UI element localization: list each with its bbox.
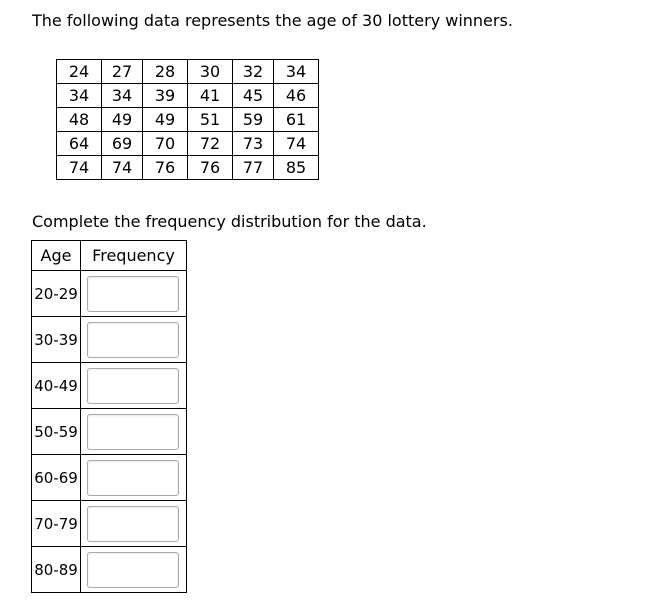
- table-row: [32, 455, 187, 501]
- age-cell: 39: [143, 84, 188, 108]
- age-range-label: 20-29: [32, 271, 81, 317]
- age-cell: 51: [188, 108, 233, 132]
- age-column-header: Age: [32, 241, 81, 271]
- age-cell: 46: [274, 84, 319, 108]
- age-cell: 30: [188, 60, 233, 84]
- age-range-label: 80-89: [32, 547, 81, 593]
- age-cell: 28: [143, 60, 188, 84]
- table-row: [32, 317, 187, 363]
- age-cell: 74: [57, 156, 102, 180]
- frequency-input-70-79[interactable]: [87, 506, 179, 542]
- age-cell: 69: [102, 132, 143, 156]
- frequency-input-cell: [81, 455, 187, 501]
- age-cell: 59: [233, 108, 274, 132]
- intro-text: The following data represents the age of 30 lottery winners.: [32, 11, 513, 30]
- frequency-input-cell: [81, 409, 187, 455]
- age-cell: 73: [233, 132, 274, 156]
- table-row: [32, 271, 187, 317]
- table-row: [32, 409, 187, 455]
- frequency-distribution-table: [31, 240, 187, 593]
- age-cell: 76: [143, 156, 188, 180]
- age-cell: 74: [274, 132, 319, 156]
- age-cell: 48: [57, 108, 102, 132]
- table-row: [57, 84, 319, 108]
- table-row: [32, 547, 187, 593]
- age-cell: 72: [188, 132, 233, 156]
- age-cell: 49: [102, 108, 143, 132]
- age-cell: 27: [102, 60, 143, 84]
- age-cell: 32: [233, 60, 274, 84]
- table-row: [57, 156, 319, 180]
- frequency-input-80-89[interactable]: [87, 552, 179, 588]
- age-cell: 64: [57, 132, 102, 156]
- age-cell: 76: [188, 156, 233, 180]
- age-range-label: 70-79: [32, 501, 81, 547]
- frequency-input-60-69[interactable]: [87, 460, 179, 496]
- age-cell: 74: [102, 156, 143, 180]
- frequency-input-cell: [81, 271, 187, 317]
- age-cell: 41: [188, 84, 233, 108]
- table-row: [57, 132, 319, 156]
- table-row: [57, 60, 319, 84]
- frequency-input-cell: [81, 547, 187, 593]
- table-header-row: [32, 241, 187, 271]
- age-range-label: 60-69: [32, 455, 81, 501]
- frequency-input-cell: [81, 317, 187, 363]
- age-range-label: 40-49: [32, 363, 81, 409]
- table-row: [57, 108, 319, 132]
- age-cell: 45: [233, 84, 274, 108]
- age-cell: 34: [57, 84, 102, 108]
- table-row: [32, 501, 187, 547]
- age-cell: 24: [57, 60, 102, 84]
- age-cell: 85: [274, 156, 319, 180]
- age-cell: 49: [143, 108, 188, 132]
- frequency-input-40-49[interactable]: [87, 368, 179, 404]
- age-range-label: 30-39: [32, 317, 81, 363]
- frequency-input-cell: [81, 363, 187, 409]
- frequency-input-20-29[interactable]: [87, 276, 179, 312]
- age-cell: 70: [143, 132, 188, 156]
- age-cell: 61: [274, 108, 319, 132]
- frequency-input-50-59[interactable]: [87, 414, 179, 450]
- frequency-column-header: Frequency: [81, 241, 187, 271]
- age-cell: 77: [233, 156, 274, 180]
- age-cell: 34: [102, 84, 143, 108]
- ages-data-table: [56, 59, 319, 180]
- age-range-label: 50-59: [32, 409, 81, 455]
- frequency-input-cell: [81, 501, 187, 547]
- frequency-input-30-39[interactable]: [87, 322, 179, 358]
- instructions-text: Complete the frequency distribution for the data.: [32, 212, 427, 231]
- table-row: [32, 363, 187, 409]
- age-cell: 34: [274, 60, 319, 84]
